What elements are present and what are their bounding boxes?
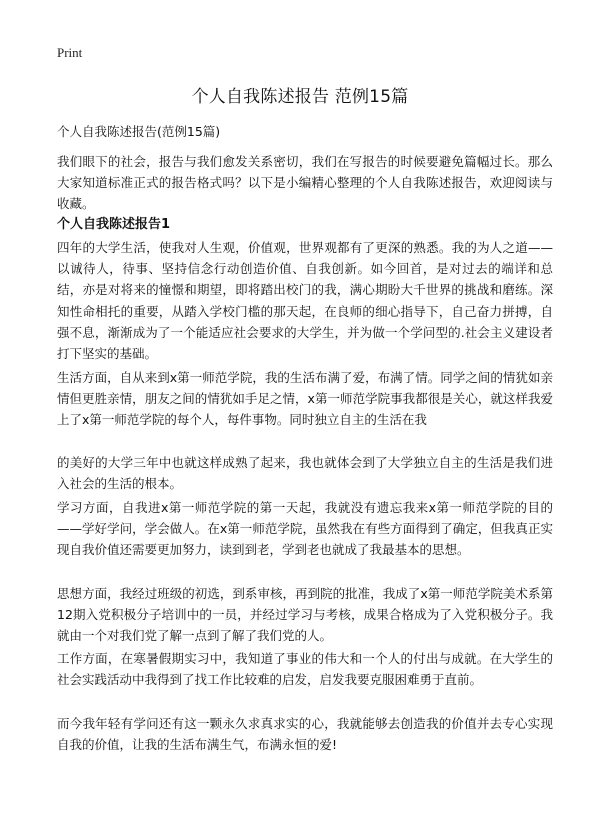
body-paragraph: 思想方面，我经过班级的初选，到系审核，再到院的批准，我成了x第一师范学院美术系第12期入党积极分子培训中的一员，并经过学习与考核，成果合格成为了入党积极分子。我就由一个对我们党了解一点到了解了我们党的人。: [57, 586, 553, 644]
intro-paragraph: 我们眼下的社会，报告与我们愈发关系密切，我们在写报告的时候要避免篇幅过长。那么大家知道标准正式的报告格式吗？以下是小编精心整理的个人自我陈述报告，欢迎阅读与收藏。: [57, 154, 553, 212]
body-paragraph: 工作方面，在寒暑假期实习中，我知道了事业的伟大和一个人的付出与成就。在大学生的社会实践活动中我得到了找工作比较难的启发，启发我要克服困难勇于直前。: [57, 651, 553, 688]
section-heading: 个人自我陈述报告1: [57, 217, 171, 232]
body-paragraph: 而今我年轻有学问还有这一颗永久求真求实的心，我就能够去创造我的价值并去专心实现自我的价值，让我的生活布满生气，布满永恒的爱!: [57, 716, 553, 753]
document-subtitle: 个人自我陈述报告(范例15篇): [57, 124, 221, 139]
body-paragraph: 的美好的大学三年中也就这样成熟了起来，我也就体会到了大学独立自主的生活是我们进入社会的生活的根本。: [57, 455, 553, 492]
body-paragraph: 四年的大学生活，使我对人生观，价值观，世界观都有了更深的熟悉。我的为人之道——以诚待人，待事、坚持信念行动创造价值、自我创新。如今回首，是对过去的端详和总结，亦是对将来的憧憬和期望，即将踏出校门的我，满心期盼大千世界的挑战和磨练。深知性命相托的重要，从踏入学校门槛的那天起，在良师的细心指导下，自己奋力拼搏，自强不息，渐渐成为了一个能适应社会要求的大学生，并为做一个学问型的.社会主义建设者打下坚实的基础。: [57, 240, 553, 362]
body-paragraph: 生活方面，自从来到x第一师范学院，我的生活布满了爱，布满了情。同学之间的情犹如亲情但更胜亲情，朋友之间的情犹如手足之情，x第一师范学院事我都很是关心，就这样我爱上了x第一师范学院的每个人，每件事物。同时独立自主的生活在我: [57, 370, 553, 428]
print-label[interactable]: Print: [57, 45, 83, 60]
page-title: 个人自我陈述报告 范例15篇: [191, 87, 409, 107]
body-paragraph: 学习方面，自我进x第一师范学院的第一天起，我就没有遗忘我来x第一师范学院的目的——学好学问，学会做人。在x第一师范学院，虽然我在有些方面得到了确定，但我真正实现自我价值还需要更加努力，读到到老，学到老也就成了我最基本的思想。: [57, 500, 553, 558]
